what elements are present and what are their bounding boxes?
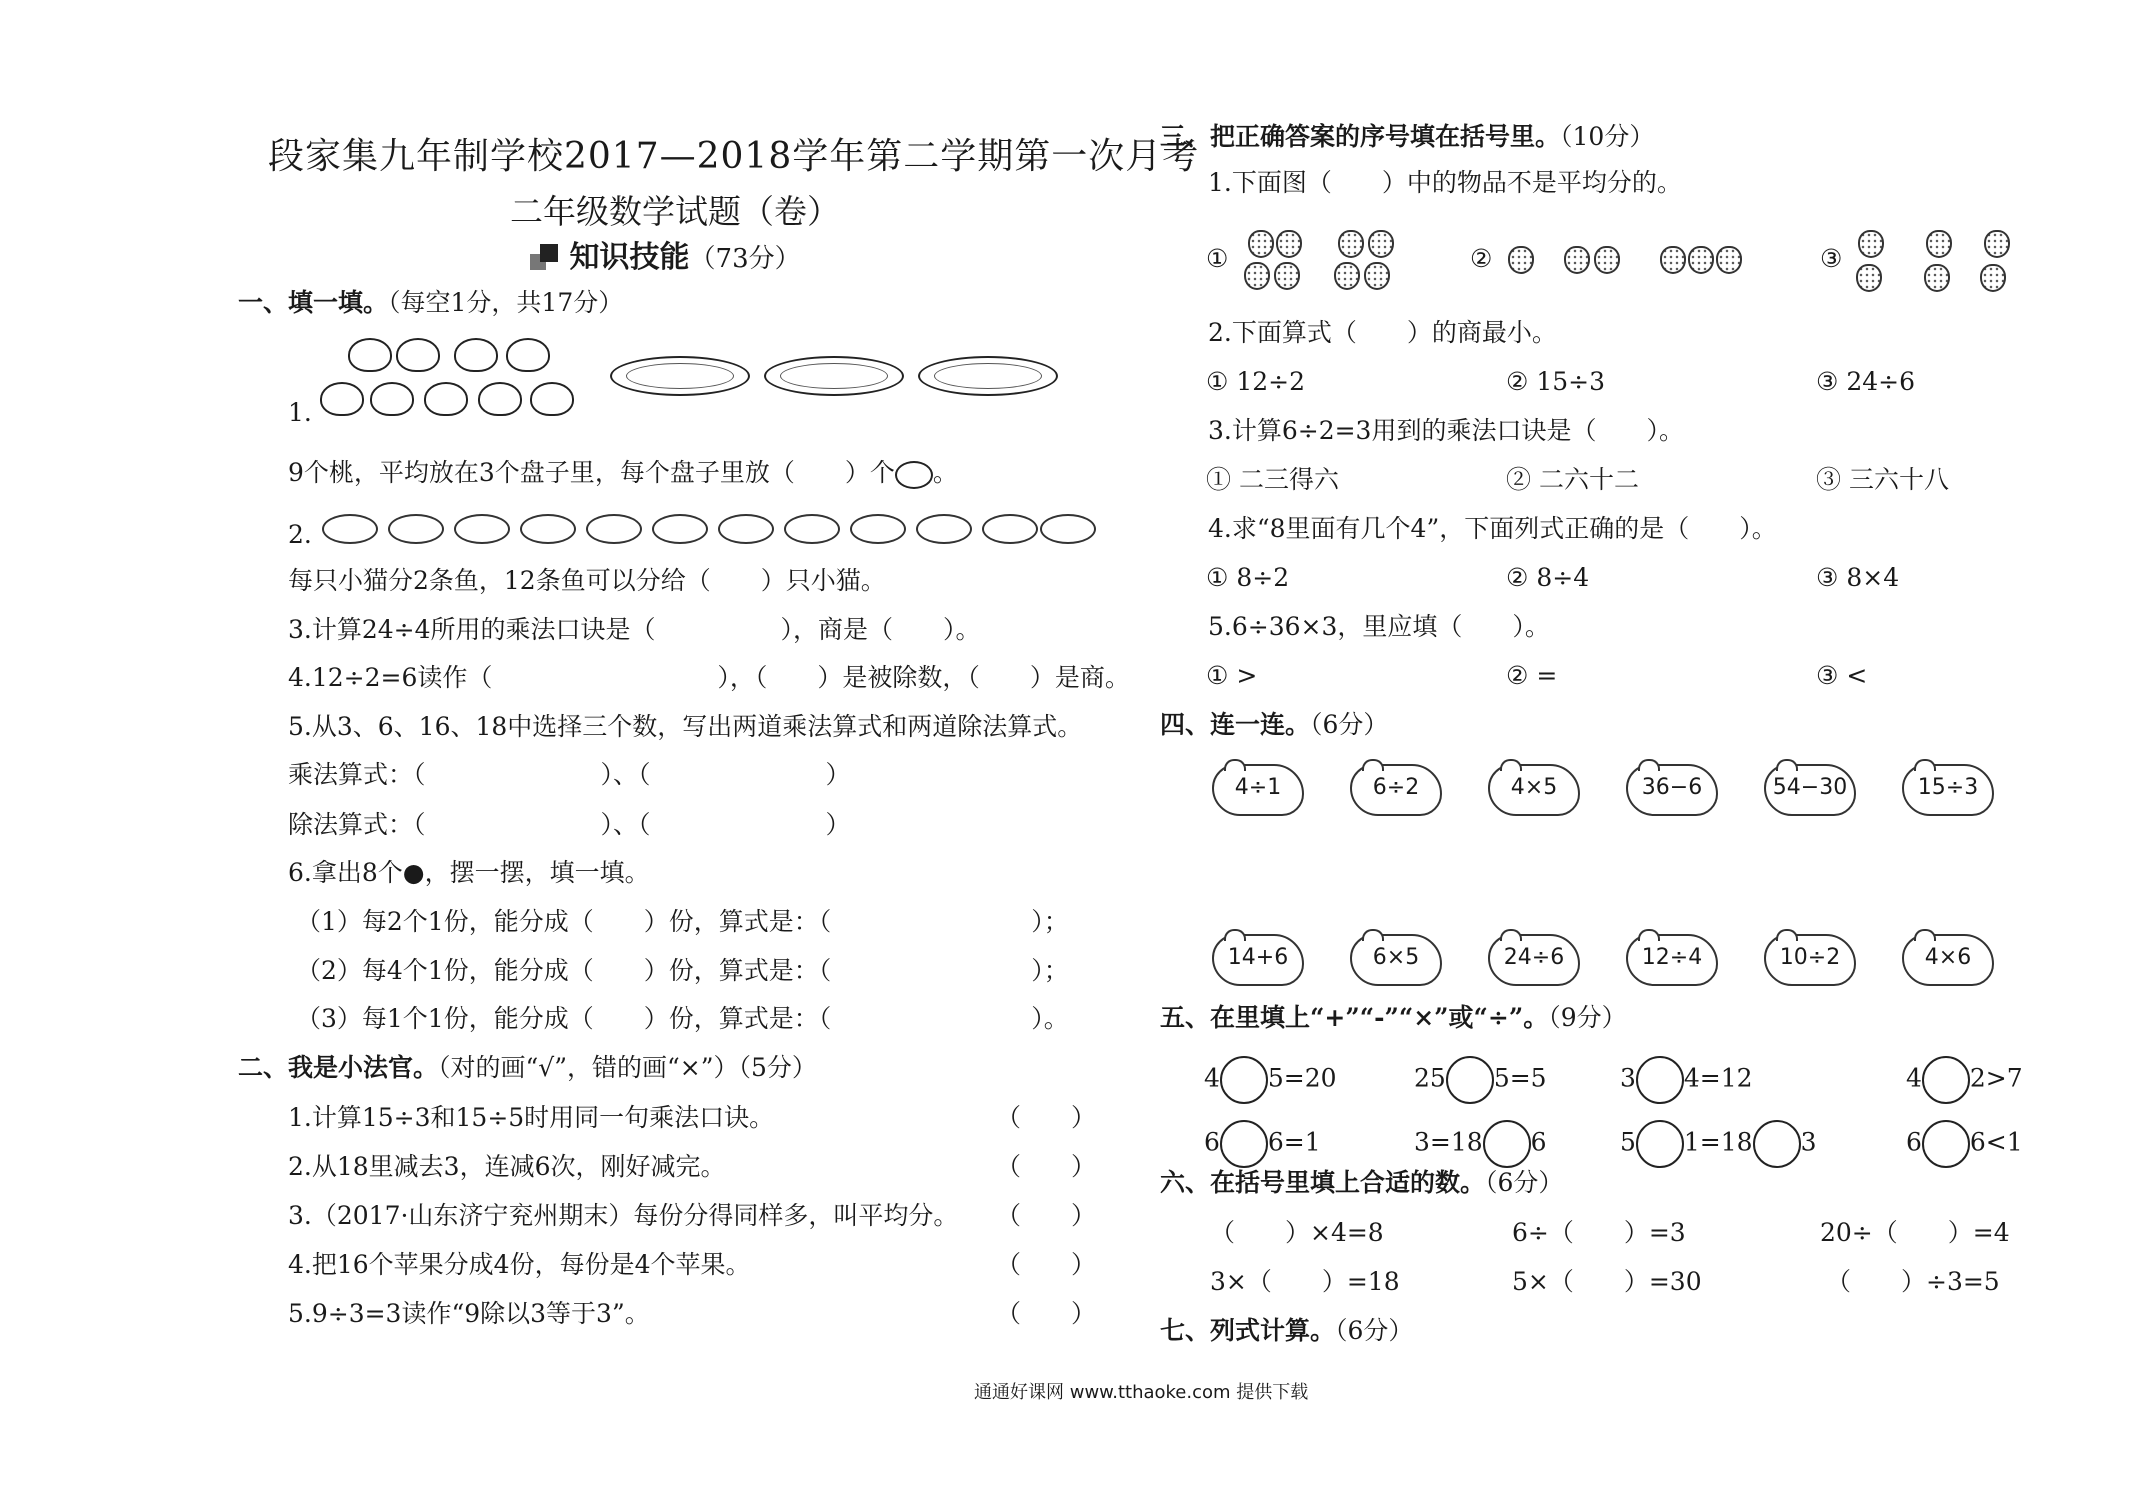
peach-icon (370, 382, 414, 416)
fill-number-item[interactable]: （ ）×4=8 (1210, 1218, 1384, 1247)
s3-q5: 5.6÷36×3，里应填（ ）。 (1208, 612, 1550, 641)
page-subtitle: 二年级数学试题（卷） (510, 192, 840, 231)
s3-q1: 1.下面图（ ）中的物品不是平均分的。 (1208, 168, 1682, 197)
strawberry-icon (1924, 264, 1950, 292)
option: ② 二六十二 (1506, 465, 1639, 494)
s3-heading: 三、把正确答案的序号填在括号里。（10分） (1160, 122, 1655, 151)
s3-q4: 4.求“8里面有几个4”，下面列式正确的是（ ）。 (1208, 514, 1777, 543)
operator-item: 3 4=12 (1620, 1056, 1753, 1104)
strawberry-icon (1856, 264, 1882, 292)
s1-q5-multiplication: 乘法算式：（ ）、（ ） (288, 760, 851, 789)
footer-source: 通通好课网 www.tthaoke.com 提供下载 (974, 1382, 1309, 1403)
answer-blank[interactable]: （ ） (996, 1299, 1097, 1328)
strawberry-icon (1688, 246, 1714, 274)
option: ③ < (1816, 661, 1868, 690)
strawberry-icon (1274, 262, 1300, 290)
operator-circle[interactable] (1220, 1056, 1268, 1104)
s1-q6-2: （2）每4个1份，能分成（ ）份，算式是：（ ）； (296, 956, 1069, 985)
s3-q1-option-3: ③ (1820, 244, 1843, 273)
fish-icon (718, 514, 774, 544)
strawberry-icon (1364, 262, 1390, 290)
operator-circle[interactable] (1483, 1120, 1531, 1168)
strawberry-icon (1980, 264, 2006, 292)
option: ① > (1206, 661, 1258, 690)
fish-icon (1040, 514, 1096, 544)
peach-icon (424, 382, 468, 416)
section-badge (530, 232, 801, 276)
strawberry-icon (1716, 246, 1742, 274)
judge-item: 3.（2017·山东济宁兖州期末）每份分得同样多，叫平均分。 (288, 1201, 959, 1230)
strawberry-icon (1984, 230, 2010, 258)
match-cloud-top[interactable]: 4÷1 (1212, 764, 1304, 816)
operator-circle[interactable] (1753, 1120, 1801, 1168)
s2-heading: 二、我是小法官。（对的画“√”，错的画“×”）（5分） (238, 1053, 817, 1082)
operator-circle[interactable] (1446, 1056, 1494, 1104)
option: ② = (1506, 661, 1558, 690)
operator-circle[interactable] (1636, 1056, 1684, 1104)
strawberry-icon (1660, 246, 1686, 274)
option: ③ 三六十八 (1816, 465, 1949, 494)
s1-q5-division: 除法算式：（ ）、（ ） (288, 810, 851, 839)
peach-icon (348, 338, 392, 372)
badge-score: （73分） (689, 244, 801, 274)
strawberry-icon (1334, 262, 1360, 290)
fish-icon (322, 514, 378, 544)
s1-q4: 4.12÷2=6读作（ ），（ ）是被除数，（ ）是商。 (288, 663, 1130, 692)
s1-q6-1: （1）每2个1份，能分成（ ）份，算式是：（ ）； (296, 907, 1069, 936)
match-cloud-top[interactable]: 6÷2 (1350, 764, 1442, 816)
answer-blank[interactable]: （ ） (996, 1250, 1097, 1279)
plate-icon (610, 356, 750, 396)
strawberry-icon (1338, 230, 1364, 258)
fish-icon (784, 514, 840, 544)
option: ① 二三得六 (1206, 465, 1339, 494)
peach-icon (506, 338, 550, 372)
plate-icon (764, 356, 904, 396)
fill-number-item[interactable]: 3×（ ）=18 (1210, 1267, 1400, 1296)
operator-circle[interactable] (1220, 1120, 1268, 1168)
s7-heading: 七、列式计算。（6分） (1160, 1316, 1414, 1345)
s3-q1-option-1: ① (1206, 244, 1229, 273)
answer-blank[interactable]: （ ） (996, 1201, 1097, 1230)
judge-item: 2.从18里减去3，连减6次，刚好减完。 (288, 1152, 726, 1181)
fill-number-item[interactable]: 20÷（ ）=4 (1820, 1218, 2010, 1247)
strawberry-icon (1244, 262, 1270, 290)
answer-blank[interactable]: （ ） (996, 1152, 1097, 1181)
match-cloud-bottom[interactable]: 24÷6 (1488, 934, 1580, 986)
judge-item: 5.9÷3=3读作“9除以3等于3”。 (288, 1299, 650, 1328)
s4-heading: 四、连一连。（6分） (1160, 710, 1389, 739)
fish-icon (520, 514, 576, 544)
operator-item: 4 2>7 (1906, 1056, 2023, 1104)
fish-icon (916, 514, 972, 544)
s5-heading: 五、在里填上“+”“-”“×”或“÷”。（9分） (1160, 1003, 1627, 1032)
strawberry-icon (1508, 246, 1534, 274)
s1-q3: 3.计算24÷4所用的乘法口诀是（ ），商是（ ）。 (288, 615, 981, 644)
fish-icon (982, 514, 1038, 544)
fill-number-item[interactable]: 5×（ ）=30 (1512, 1267, 1702, 1296)
plate-icon (918, 356, 1058, 396)
fill-number-item[interactable]: 6÷（ ）=3 (1512, 1218, 1686, 1247)
operator-item: 4 5=20 (1204, 1056, 1337, 1104)
option: ③ 24÷6 (1816, 367, 1916, 396)
match-cloud-top[interactable]: 4×5 (1488, 764, 1580, 816)
s1-q6: 6.拿出8个●，摆一摆，填一填。 (288, 858, 650, 887)
option: ① 12÷2 (1206, 367, 1306, 396)
operator-circle[interactable] (1922, 1120, 1970, 1168)
s1-q1-number: 1. (288, 398, 312, 427)
operator-item: 3=18 6 (1414, 1120, 1547, 1168)
operator-circle[interactable] (1922, 1056, 1970, 1104)
option: ① 8÷2 (1206, 563, 1290, 592)
match-cloud-bottom[interactable]: 4×6 (1902, 934, 1994, 986)
operator-item: 6 6<1 (1906, 1120, 2023, 1168)
judge-item: 4.把16个苹果分成4份，每份是4个苹果。 (288, 1250, 751, 1279)
s1-q2: 每只小猫分2条鱼，12条鱼可以分给（ ）只小猫。 (288, 566, 886, 595)
operator-circle[interactable] (1636, 1120, 1684, 1168)
s1-q1: 9个桃，平均放在3个盘子里，每个盘子里放（ ）个 。 (288, 458, 958, 487)
option: ② 8÷4 (1506, 563, 1590, 592)
operator-item: 5 1=18 3 (1620, 1120, 1816, 1168)
match-cloud-bottom[interactable]: 6×5 (1350, 934, 1442, 986)
s1-q2-number: 2. (288, 520, 312, 549)
fish-icon (652, 514, 708, 544)
fish-icon (454, 514, 510, 544)
match-cloud-top[interactable]: 15÷3 (1902, 764, 1994, 816)
s3-q3: 3.计算6÷2=3用到的乘法口诀是（ ）。 (1208, 416, 1684, 445)
fish-icon (586, 514, 642, 544)
option: ③ 8×4 (1816, 563, 1900, 592)
s6-heading: 六、在括号里填上合适的数。（6分） (1160, 1168, 1564, 1197)
s3-q2: 2.下面算式（ ）的商最小。 (1208, 318, 1557, 347)
peach-icon (454, 338, 498, 372)
peach-icon (396, 338, 440, 372)
badge-label: 知识技能 (569, 240, 690, 275)
badge-icon (530, 244, 560, 274)
peach-icon (895, 461, 933, 489)
match-cloud-top[interactable]: 54−30 (1764, 764, 1856, 816)
operator-item: 6 6=1 (1204, 1120, 1321, 1168)
s1-heading: 一、填一填。（每空1分，共17分） (238, 288, 624, 317)
fish-icon (388, 514, 444, 544)
page-title: 段家集九年制学校2017—2018学年第二学期第一次月考 (268, 136, 1200, 177)
strawberry-icon (1276, 230, 1302, 258)
strawberry-icon (1858, 230, 1884, 258)
strawberry-icon (1564, 246, 1590, 274)
answer-blank[interactable]: （ ） (996, 1103, 1097, 1132)
strawberry-icon (1594, 246, 1620, 274)
peach-icon (530, 382, 574, 416)
s1-q6-3: （3）每1个1份，能分成（ ）份，算式是：（ ）。 (296, 1004, 1069, 1033)
fish-icon (850, 514, 906, 544)
option: ② 15÷3 (1506, 367, 1606, 396)
s3-q1-option-2: ② (1470, 244, 1493, 273)
strawberry-icon (1926, 230, 1952, 258)
peach-icon (478, 382, 522, 416)
peach-icon (320, 382, 364, 416)
match-cloud-top[interactable]: 36−6 (1626, 764, 1718, 816)
operator-item: 25 5=5 (1414, 1056, 1547, 1104)
match-cloud-bottom[interactable]: 12÷4 (1626, 934, 1718, 986)
match-cloud-bottom[interactable]: 10÷2 (1764, 934, 1856, 986)
judge-item: 1.计算15÷3和15÷5时用同一句乘法口诀。 (288, 1103, 775, 1132)
strawberry-icon (1248, 230, 1274, 258)
s1-q5: 5.从3、6、16、18中选择三个数，写出两道乘法算式和两道除法算式。 (288, 712, 1083, 741)
match-cloud-bottom[interactable]: 14+6 (1212, 934, 1304, 986)
strawberry-icon (1368, 230, 1394, 258)
fill-number-item[interactable]: （ ）÷3=5 (1826, 1267, 2000, 1296)
